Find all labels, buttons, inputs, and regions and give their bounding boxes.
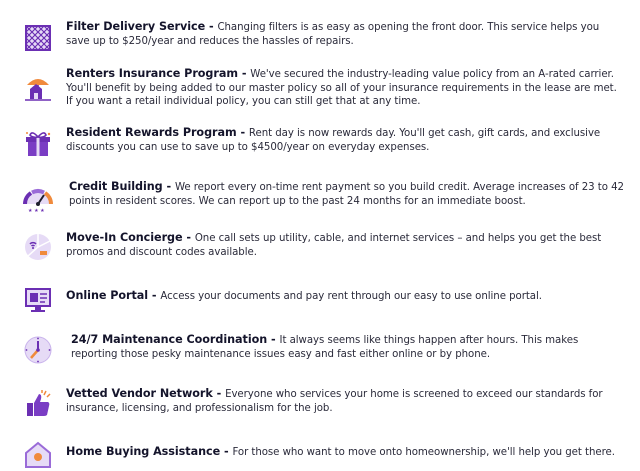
filter-grid-icon xyxy=(22,22,54,54)
service-description: Rent day is now rewards day. You'll get cash, gift cards, and exclusive discounts you can use to save up to $4500/year on everyday expenses. xyxy=(66,128,601,153)
clock-wrench-icon xyxy=(22,334,54,366)
monitor-portal-icon xyxy=(22,284,54,316)
service-title: Vetted Vendor Network xyxy=(66,387,213,400)
service-text: Online Portal - Access your documents and pay rent through our easy to use online portal. xyxy=(66,289,542,302)
service-description: It always seems like things happen after hours. This makes reporting those pesky maintenance issues easy and fast either online or by phone. xyxy=(71,335,579,360)
service-text: Resident Rewards Program - Rent day is now rewards day. You'll get cash, gift cards, and exclusive discounts you can use to save up to $4500/year on everyday expenses. xyxy=(66,126,601,153)
service-text: Filter Delivery Service - Changing filters is as easy as opening the front door. This service helps you save up to $250/year and reduces the hassles of repairs. xyxy=(66,20,600,47)
service-description: One call sets up utility, cable, and internet services – and helps you get the best promos and discount codes available. xyxy=(66,233,602,258)
house-key-icon xyxy=(22,439,54,471)
service-description: Access your documents and pay rent through our easy to use online portal. xyxy=(160,291,542,302)
service-text: Credit Building - We report every on-time rent payment so you build credit. Average increases of 23 to 42 points in resident scores. We can report up to the past 24 months for an immediate boost. xyxy=(69,180,624,207)
service-title: Online Portal xyxy=(66,289,149,302)
service-text: Renters Insurance Program - We've secured the industry-leading value policy from an A-rated carrier. You'll benefit by being added to our master policy so all of your insurance requirements in the lease are met. If you want a retail individual policy, you can still get that at any time. xyxy=(66,67,617,108)
service-description: We've secured the industry-leading value policy from an A-rated carrier. You'll benefit by being added to our master policy so all of your insurance requirements in the lease are met. If you want a retail individual policy, you can still get that at any time. xyxy=(66,69,617,108)
service-title: 24/7 Maintenance Coordination xyxy=(71,333,268,346)
service-description: We report every on-time rent payment so you build credit. Average increases of 23 to 42 points in resident scores. We can report up to the past 24 months for an immediate boost. xyxy=(69,182,624,207)
svg-text:★ ★ ★: ★ ★ ★ xyxy=(28,208,45,214)
credit-gauge-icon xyxy=(22,182,54,214)
service-title: Move-In Concierge xyxy=(66,231,183,244)
service-title: Renters Insurance Program xyxy=(66,67,238,80)
thumbs-up-icon xyxy=(22,388,54,420)
service-text: Home Buying Assistance - For those who want to move onto homeownership, we'll help you get there. xyxy=(66,445,615,458)
service-text: 24/7 Maintenance Coordination - It always seems like things happen after hours. This makes reporting those pesky maintenance issues easy and fast either online or by phone. xyxy=(71,333,579,360)
gift-icon xyxy=(22,128,54,160)
umbrella-house-icon xyxy=(22,71,54,103)
service-title: Resident Rewards Program xyxy=(66,126,237,139)
concierge-wifi-icon xyxy=(22,231,54,263)
service-description: For those who want to move onto homeownership, we'll help you get there. xyxy=(232,447,615,458)
service-text: Move-In Concierge - One call sets up utility, cable, and internet services – and helps you get the best promos and discount codes available. xyxy=(66,231,602,258)
service-title: Filter Delivery Service xyxy=(66,20,206,33)
service-text: Vetted Vendor Network - Everyone who services your home is screened to exceed our standards for insurance, licensing, and professionalism for the job. xyxy=(66,387,603,414)
service-title: Home Buying Assistance xyxy=(66,445,221,458)
service-title: Credit Building xyxy=(69,180,163,193)
service-description: Everyone who services your home is screened to exceed our standards for insurance, licensing, and professionalism for the job. xyxy=(66,389,603,414)
service-description: Changing filters is as easy as opening the front door. This service helps you save up to $250/year and reduces the hassles of repairs. xyxy=(66,22,600,47)
